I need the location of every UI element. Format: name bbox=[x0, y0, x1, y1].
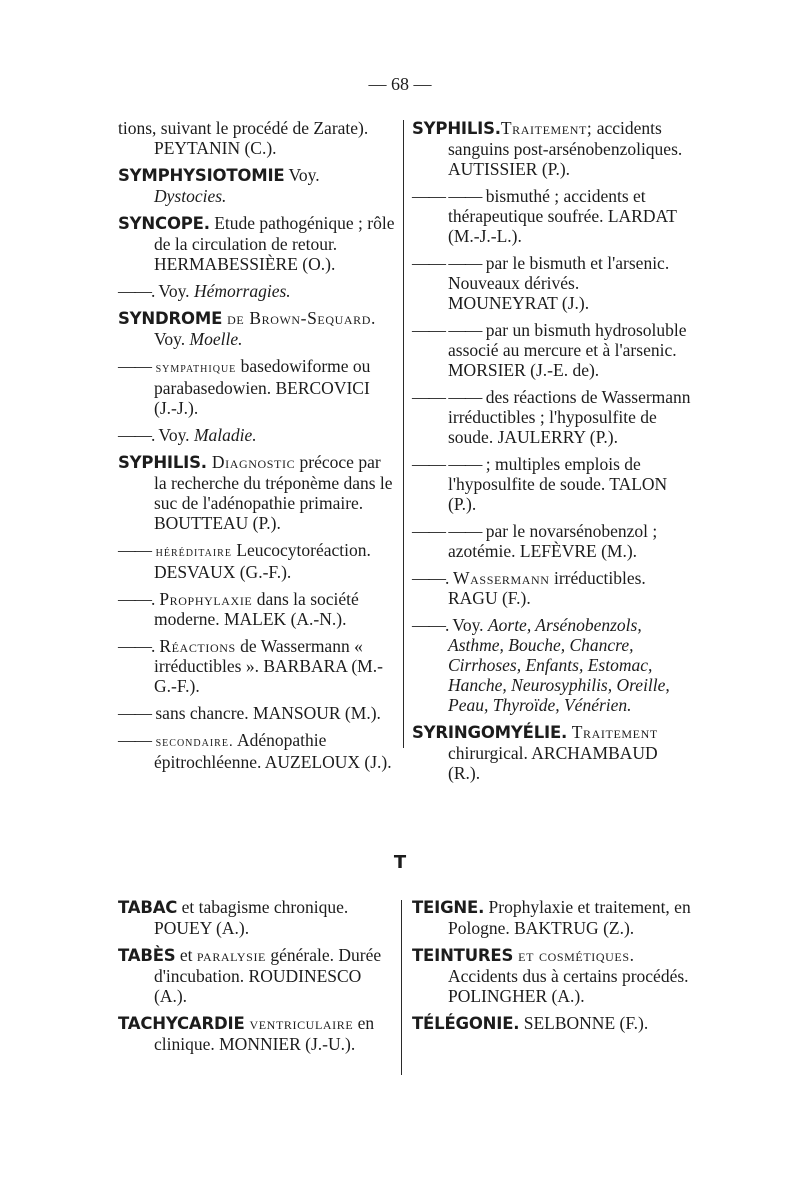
entry-telegonie bbox=[412, 1013, 694, 1034]
entry-syphilis-secondaire-text: Adénopathie épitrochléenne. AUZELOUX (J.). bbox=[154, 730, 392, 772]
entry-syphilis-prophylaxie bbox=[118, 589, 396, 629]
entry-syncope-voy bbox=[118, 281, 396, 301]
entry-syndrome-brown-sequard-sc: de Brown-Sequard. bbox=[222, 308, 376, 328]
entry-syndrome-voy-text: Voy. bbox=[154, 425, 194, 445]
entry-traitement-emplois-text: ; multiples emplois de l'hyposulfite de soude. TALON (P.). bbox=[448, 454, 668, 514]
entry-traitement-bismuth-hydrosoluble-dash: —— —— bbox=[412, 320, 482, 340]
entry-syncope-voy-italic: Hémorragies. bbox=[193, 281, 291, 301]
entry-symphysiotomie-text: Voy. bbox=[284, 165, 320, 185]
entry-syphilis-prophylaxie-sc: Prophylaxie bbox=[154, 589, 253, 609]
entry-syndrome-brown-sequard bbox=[118, 308, 396, 349]
entry-tabes bbox=[118, 945, 390, 1006]
entry-wassermann bbox=[412, 568, 692, 608]
entry-syphilis-voy-text: Voy. bbox=[448, 615, 488, 635]
entry-syndrome-brown-sequard-head: SYNDROME bbox=[118, 309, 223, 328]
index-column-right-bottom bbox=[412, 897, 694, 1041]
entry-traitement-emplois bbox=[412, 454, 692, 514]
entry-tabes-text: et bbox=[175, 945, 197, 965]
entry-syphilis-traitement-text: accidents sanguins post-arsénobenzoliques. AUTISSIER (P.). bbox=[448, 118, 683, 179]
entry-teigne-text: Prophylaxie et traitement, en Pologne. BAKTRUG (Z.). bbox=[448, 897, 691, 938]
entry-syphilis-voy bbox=[412, 615, 692, 715]
entry-syringomyelie-head: SYRINGOMYÉLIE. bbox=[412, 723, 568, 742]
entry-tabac-head: TABAC bbox=[118, 898, 178, 917]
entry-syphilis-reactions-dash: ——. bbox=[118, 636, 155, 656]
entry-syringomyelie-sc: Traitement bbox=[567, 722, 658, 742]
entry-syndrome-voy-dash: ——. bbox=[118, 425, 155, 445]
entry-syndrome-voy bbox=[118, 425, 396, 445]
entry-traitement-bismuthe-dash: —— —— bbox=[412, 186, 482, 206]
entry-syndrome-sympathique bbox=[118, 356, 396, 418]
entry-wassermann-text: irréductibles. RAGU (F.). bbox=[448, 568, 646, 608]
entry-syphilis-hereditaire-dash: —— bbox=[118, 540, 151, 560]
entry-traitement-novarsenobenzol bbox=[412, 521, 692, 561]
entry-syphilis-prophylaxie-text: dans la société moderne. MALEK (A.-N.). bbox=[154, 589, 359, 629]
entry-tions-zarate-text: tions, suivant le procédé de Zarate). PEYTANIN (C.). bbox=[118, 118, 369, 158]
entry-syphilis-hereditaire bbox=[118, 540, 396, 582]
index-column-left-bottom bbox=[118, 897, 390, 1061]
entry-teigne bbox=[412, 897, 694, 938]
entry-tions-zarate bbox=[118, 118, 396, 158]
entry-tachycardie-head: TACHYCARDIE bbox=[118, 1014, 245, 1033]
entry-syphilis-sans-chancre bbox=[118, 703, 396, 723]
entry-wassermann-sc: Wassermann bbox=[448, 568, 550, 588]
entry-traitement-bismuth-dash: —— —— bbox=[412, 253, 482, 273]
entry-telegonie-text: SELBONNE (F.). bbox=[519, 1013, 649, 1033]
column-divider-bottom bbox=[401, 900, 402, 1075]
entry-wassermann-dash: ——. bbox=[412, 568, 449, 588]
entry-traitement-bismuth-hydrosoluble bbox=[412, 320, 692, 380]
entry-tachycardie bbox=[118, 1013, 390, 1054]
entry-tabac bbox=[118, 897, 390, 938]
entry-syndrome-brown-sequard-italic: Moelle. bbox=[189, 329, 243, 349]
entry-syphilis-reactions-text: de Wassermann « irréductibles ». BARBARA (M.-G.-F.). bbox=[154, 636, 383, 696]
entry-syphilis-hereditaire-sub: héréditaire bbox=[151, 544, 232, 560]
page-number: — 68 — bbox=[368, 74, 432, 94]
entry-syndrome-brown-sequard-text: Voy. bbox=[154, 329, 190, 349]
entry-traitement-novarsenobenzol-text: par le novarsénobenzol ; azotémie. LEFÈVRE (M.). bbox=[448, 521, 658, 561]
entry-traitement-bismuthe bbox=[412, 186, 692, 246]
entry-syringomyelie bbox=[412, 722, 692, 783]
entry-traitement-bismuth bbox=[412, 253, 692, 313]
entry-teigne-head: TEIGNE. bbox=[412, 898, 485, 917]
entry-traitement-bismuth-text: par le bismuth et l'arsenic. Nouveaux dérivés. MOUNEYRAT (J.). bbox=[448, 253, 670, 313]
entry-symphysiotomie-italic: Dystocies. bbox=[154, 186, 227, 206]
entry-syphilis-diagnostic-head: SYPHILIS. bbox=[118, 453, 207, 472]
entry-syphilis-traitement bbox=[412, 118, 692, 179]
entry-teintures bbox=[412, 945, 694, 1006]
entry-syphilis-traitement-sc: Traitement; bbox=[500, 118, 593, 138]
entry-syncope-voy-dash: ——. bbox=[118, 281, 155, 301]
entry-traitement-emplois-dash: —— —— bbox=[412, 454, 482, 474]
entry-telegonie-head: TÉLÉGONIE. bbox=[412, 1014, 520, 1033]
entry-syncope-voy-text: Voy. bbox=[154, 281, 194, 301]
entry-traitement-bismuth-hydrosoluble-text: par un bismuth hydrosoluble associé au mercure et à l'arsenic. MORSIER (J.-E. de). bbox=[448, 320, 687, 380]
entry-syncope bbox=[118, 213, 396, 274]
entry-syncope-text: Etude pathogénique ; rôle de la circulation de retour. HERMABESSIÈRE (O.). bbox=[154, 213, 395, 274]
column-divider-top bbox=[403, 120, 404, 748]
entry-syphilis-secondaire bbox=[118, 730, 396, 772]
entry-syringomyelie-text: chirurgical. ARCHAMBAUD (R.). bbox=[448, 743, 658, 783]
entry-tachycardie-sc: ventriculaire bbox=[244, 1013, 354, 1033]
entry-traitement-bismuthe-text: bismuthé ; accidents et thérapeutique soufrée. LARDAT (M.-J.-L.). bbox=[448, 186, 677, 246]
section-letter-heading: T bbox=[393, 852, 407, 873]
entry-traitement-reactions-dash: —— —— bbox=[412, 387, 482, 407]
entry-syphilis-voy-dash: ——. bbox=[412, 615, 449, 635]
entry-syphilis-secondaire-sub: secondaire. bbox=[151, 734, 234, 750]
entry-tabes-text2: générale. Durée d'incubation. ROUDINESCO (A.). bbox=[154, 945, 382, 1006]
index-column-left-top bbox=[118, 118, 396, 779]
entry-symphysiotomie-head: SYMPHYSIOTOMIE bbox=[118, 166, 285, 185]
entry-syphilis-secondaire-dash: —— bbox=[118, 730, 151, 750]
entry-teintures-text: Accidents dus à certains procédés. POLINGHER (A.). bbox=[448, 966, 689, 1006]
entry-syphilis-diagnostic-text: précoce par la recherche du tréponème dans le suc de l'adénopathie primaire. BOUTTEAU (P.). bbox=[154, 452, 393, 533]
entry-syphilis-diagnostic bbox=[118, 452, 396, 533]
entry-tabes-head: TABÈS bbox=[118, 946, 176, 965]
entry-syphilis-diagnostic-sc: Diagnostic bbox=[206, 452, 296, 472]
entry-traitement-novarsenobenzol-dash: —— —— bbox=[412, 521, 482, 541]
entry-traitement-reactions-text: des réactions de Wassermann irréductibles ; l'hyposulfite de soude. JAULERRY (P.). bbox=[448, 387, 691, 447]
entry-syphilis-sans-chancre-text: sans chancre. MANSOUR (M.). bbox=[151, 703, 381, 723]
entry-tabes-sc: paralysie bbox=[196, 945, 266, 965]
entry-syphilis-prophylaxie-dash: ——. bbox=[118, 589, 155, 609]
entry-syphilis-reactions-sc: Réactions bbox=[154, 636, 236, 656]
entry-syndrome-voy-italic: Maladie. bbox=[193, 425, 257, 445]
entry-syndrome-sympathique-text: basedowiforme ou parabasedowien. BERCOVICI (J.-J.). bbox=[154, 356, 371, 418]
entry-syphilis-hereditaire-text: Leucocytoréaction. DESVAUX (G.-F.). bbox=[154, 540, 371, 582]
entry-tabac-text: et tabagisme chronique. POUEY (A.). bbox=[154, 897, 349, 938]
entry-syphilis-reactions bbox=[118, 636, 396, 696]
entry-tachycardie-text: en clinique. MONNIER (J.-U.). bbox=[154, 1013, 375, 1054]
entry-syndrome-sympathique-dash: —— bbox=[118, 356, 151, 376]
entry-syphilis-traitement-head: SYPHILIS. bbox=[412, 119, 501, 138]
entry-traitement-reactions bbox=[412, 387, 692, 447]
entry-syphilis-sans-chancre-dash: —— bbox=[118, 703, 151, 723]
entry-syncope-head: SYNCOPE. bbox=[118, 214, 210, 233]
entry-teintures-sc: et cosmétiques. bbox=[513, 945, 635, 965]
entry-teintures-head: TEINTURES bbox=[412, 946, 514, 965]
entry-syndrome-sympathique-sub: sympathique bbox=[151, 360, 237, 376]
entry-syphilis-voy-italic: Aorte, Arsénobenzols, Asthme, Bouche, Chancre, Cirrhoses, Enfants, Estomac, Hanche, Neurosyphilis, Oreille, Peau, Thyroïde, Vénérien. bbox=[448, 615, 670, 715]
entry-symphysiotomie bbox=[118, 165, 396, 206]
index-column-right-top bbox=[412, 118, 692, 790]
